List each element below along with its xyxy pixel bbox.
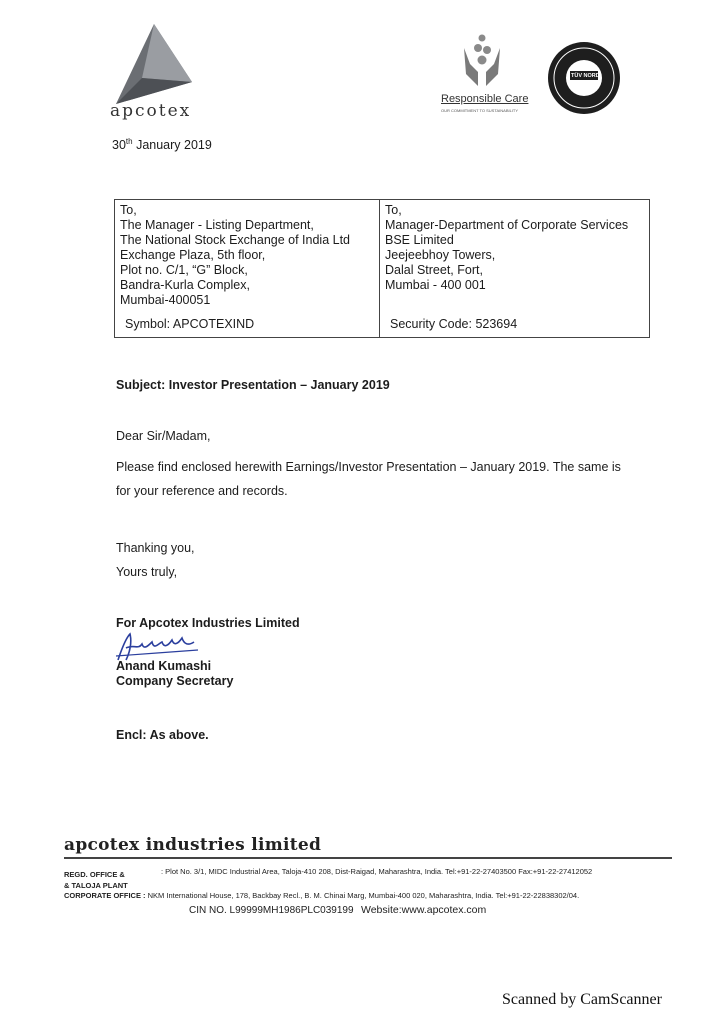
address-line: To, — [120, 203, 137, 217]
signatory-title: Company Secretary — [116, 674, 234, 688]
address-line: To, — [385, 203, 402, 217]
address-line: The National Stock Exchange of India Ltd — [120, 233, 351, 247]
addressee-table — [114, 199, 650, 338]
closing — [116, 536, 195, 584]
signatory-for-line: For Apcotex Industries Limited — [116, 616, 300, 630]
responsible-care-hands-icon — [458, 28, 506, 90]
corporate-office: CORPORATE OFFICE : NKM International House, 178, Backbay Recl., B. M. Chinai Marg, Mumbai-400 020, Maharashtra, India. Tel:+91-22-22838302/04. — [64, 891, 580, 900]
regd-office-address: : Plot No. 3/1, MIDC Industrial Area, Taloja-410 208, Dist-Raigad, Maharashtra, India. Tel:+91-22-27403500 Fax:+91-22-27412052 — [161, 867, 593, 876]
letter-date: 30th January 2019 — [112, 137, 212, 153]
responsible-care-label: Responsible Care — [441, 93, 529, 105]
addressee-nse — [115, 200, 380, 338]
footer-company-name: apcotex industries limited — [64, 835, 322, 855]
bse-security-code: Security Code: 523694 — [390, 317, 518, 331]
closing-yours: Yours truly, — [116, 565, 178, 579]
address-line: Plot no. C/1, “G” Block, — [120, 263, 248, 277]
address-line: Manager-Department of Corporate Services — [385, 218, 629, 232]
body-line: for your reference and records. — [116, 484, 288, 498]
addressee-bse — [380, 200, 650, 338]
letter-body — [116, 455, 656, 503]
body-line: Please find enclosed herewith Earnings/Investor Presentation – January 2019. The same is — [116, 460, 621, 474]
closing-thanks: Thanking you, — [116, 541, 195, 555]
address-line: Exchange Plaza, 5th floor, — [120, 248, 266, 262]
address-line: Mumbai-400051 — [120, 293, 211, 307]
nse-symbol: Symbol: APCOTEXIND — [125, 317, 255, 331]
responsible-care-tagline: OUR COMMITMENT TO SUSTAINABILITY — [441, 108, 519, 113]
enclosure-note: Encl: As above. — [116, 728, 209, 742]
signatory-name: Anand Kumashi — [116, 659, 212, 673]
apcotex-logo-mark — [112, 22, 196, 108]
address-line: BSE Limited — [385, 233, 454, 247]
tuv-seal-text: TÜV NORD — [571, 73, 600, 79]
apcotex-wordmark: apcotex — [110, 101, 192, 121]
cin-number: CIN NO. L99999MH1986PLC039199 — [189, 905, 354, 916]
address-line: Dalal Street, Fort, — [385, 263, 483, 277]
company-website: Website:www.apcotex.com — [361, 904, 487, 916]
footer-divider — [64, 857, 672, 859]
address-line: Mumbai - 400 001 — [385, 278, 486, 292]
address-line: The Manager - Listing Department, — [120, 218, 314, 232]
camscanner-watermark: Scanned by CamScanner — [502, 991, 662, 1008]
address-line: Jeejeebhoy Towers, — [385, 248, 496, 262]
salutation: Dear Sir/Madam, — [116, 429, 211, 443]
letter-subject: Subject: Investor Presentation – January 2019 — [116, 378, 390, 392]
regd-office-label: REGD. OFFICE & & TALOJA PLANT — [64, 870, 128, 890]
address-line: Bandra-Kurla Complex, — [120, 278, 250, 292]
